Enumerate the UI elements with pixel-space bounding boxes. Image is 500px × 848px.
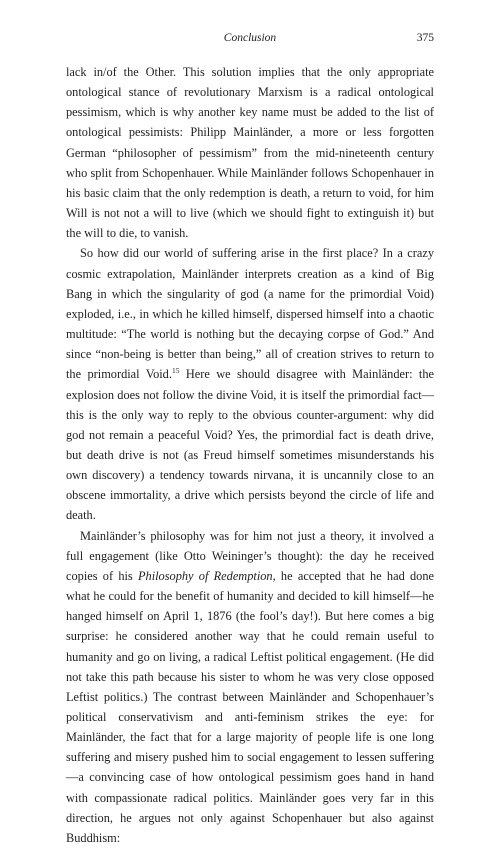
paragraph-2-text-before-note: So how did our world of suffering arise in the first place? In a crazy cosmic extrapolation, Mainländer interprets creation as a kind of Big Bang in which the singularity of god (a name for the primordial Void) exploded, i.e., in which he killed himself, dispersed himself into a chaotic multitude: “The world is nothing but the decaying corpse of God.” And since “non-being is better than being,” all of creation strives to return to the primordial Void. bbox=[66, 246, 434, 382]
body-text bbox=[66, 62, 434, 848]
footnote-marker-15[interactable]: 15 bbox=[171, 366, 180, 376]
paragraph-3-text-before-title: Mainländer’s philosophy was for him not just a theory, it involved a full engagement (like Otto Weininger’s thought): the day he received copies of his bbox=[66, 528, 434, 583]
page-number: 375 bbox=[416, 32, 434, 44]
book-title-philosophy-of-redemption: Philosophy of Redemption bbox=[137, 568, 273, 583]
paragraph-3 bbox=[66, 526, 434, 848]
paragraph-2 bbox=[66, 243, 434, 525]
paragraph-1 bbox=[66, 62, 434, 243]
paragraph-3-text-after-title: , he accepted that he had done what he could for the benefit of humanity and decided to kill himself—he hanged himself on April 1, 1876 (the fool’s day!). But here comes a big surprise: he considered another way that he could remain useful to humanity and go on living, a radical Leftist political engagement. (He did not take this path because his sister to whom he was very close opposed Leftist politics.) The contrast between Mainländer and Schopenhauer’s political conservativism and anti-feminism strikes the eye: for Mainländer, the fact that for a large majority of people life is one long suffering and misery pushed him to social engagement to lessen suffering—a convincing case of how ontological pessimism goes hand in hand with compassionate radical politics. Mainländer goes very far in this direction, he argues not only against Schopenhauer but also against Buddhism: bbox=[66, 568, 434, 845]
running-title: Conclusion bbox=[223, 32, 277, 44]
paragraph-2-text-after-note: Here we should disagree with Mainländer: the explosion does not follow the divine Void, it is itself the primordial fact—this is the only way to reply to the obvious counter-argument: why did god not remain a peaceful Void? Yes, the primordial fact is death drive, but death drive is not (as Freud himself sometimes misunderstands his own discovery) a tendency towards nirvana, it is uncannily close to an obscene immortality, a drive which persists beyond the circle of life and death. bbox=[66, 367, 434, 523]
paragraph-1-text: lack in/of the Other. This solution implies that the only appropriate ontological stance of revolutionary Marxism is a radical ontological pessimism, which is why another key name must be added to the list of ontological pessimists: Philipp Mainländer, a more or less forgotten German “philosopher of pessimism” from the mid-nineteenth century who split from Schopenhauer. While Mainländer follows Schopenhauer in his basic claim that the only redemption is death, a return to void, for him Will is not not a will to live (which we should fight to extinguish it) but the will to die, to vanish. bbox=[66, 65, 434, 241]
running-header bbox=[66, 32, 434, 52]
